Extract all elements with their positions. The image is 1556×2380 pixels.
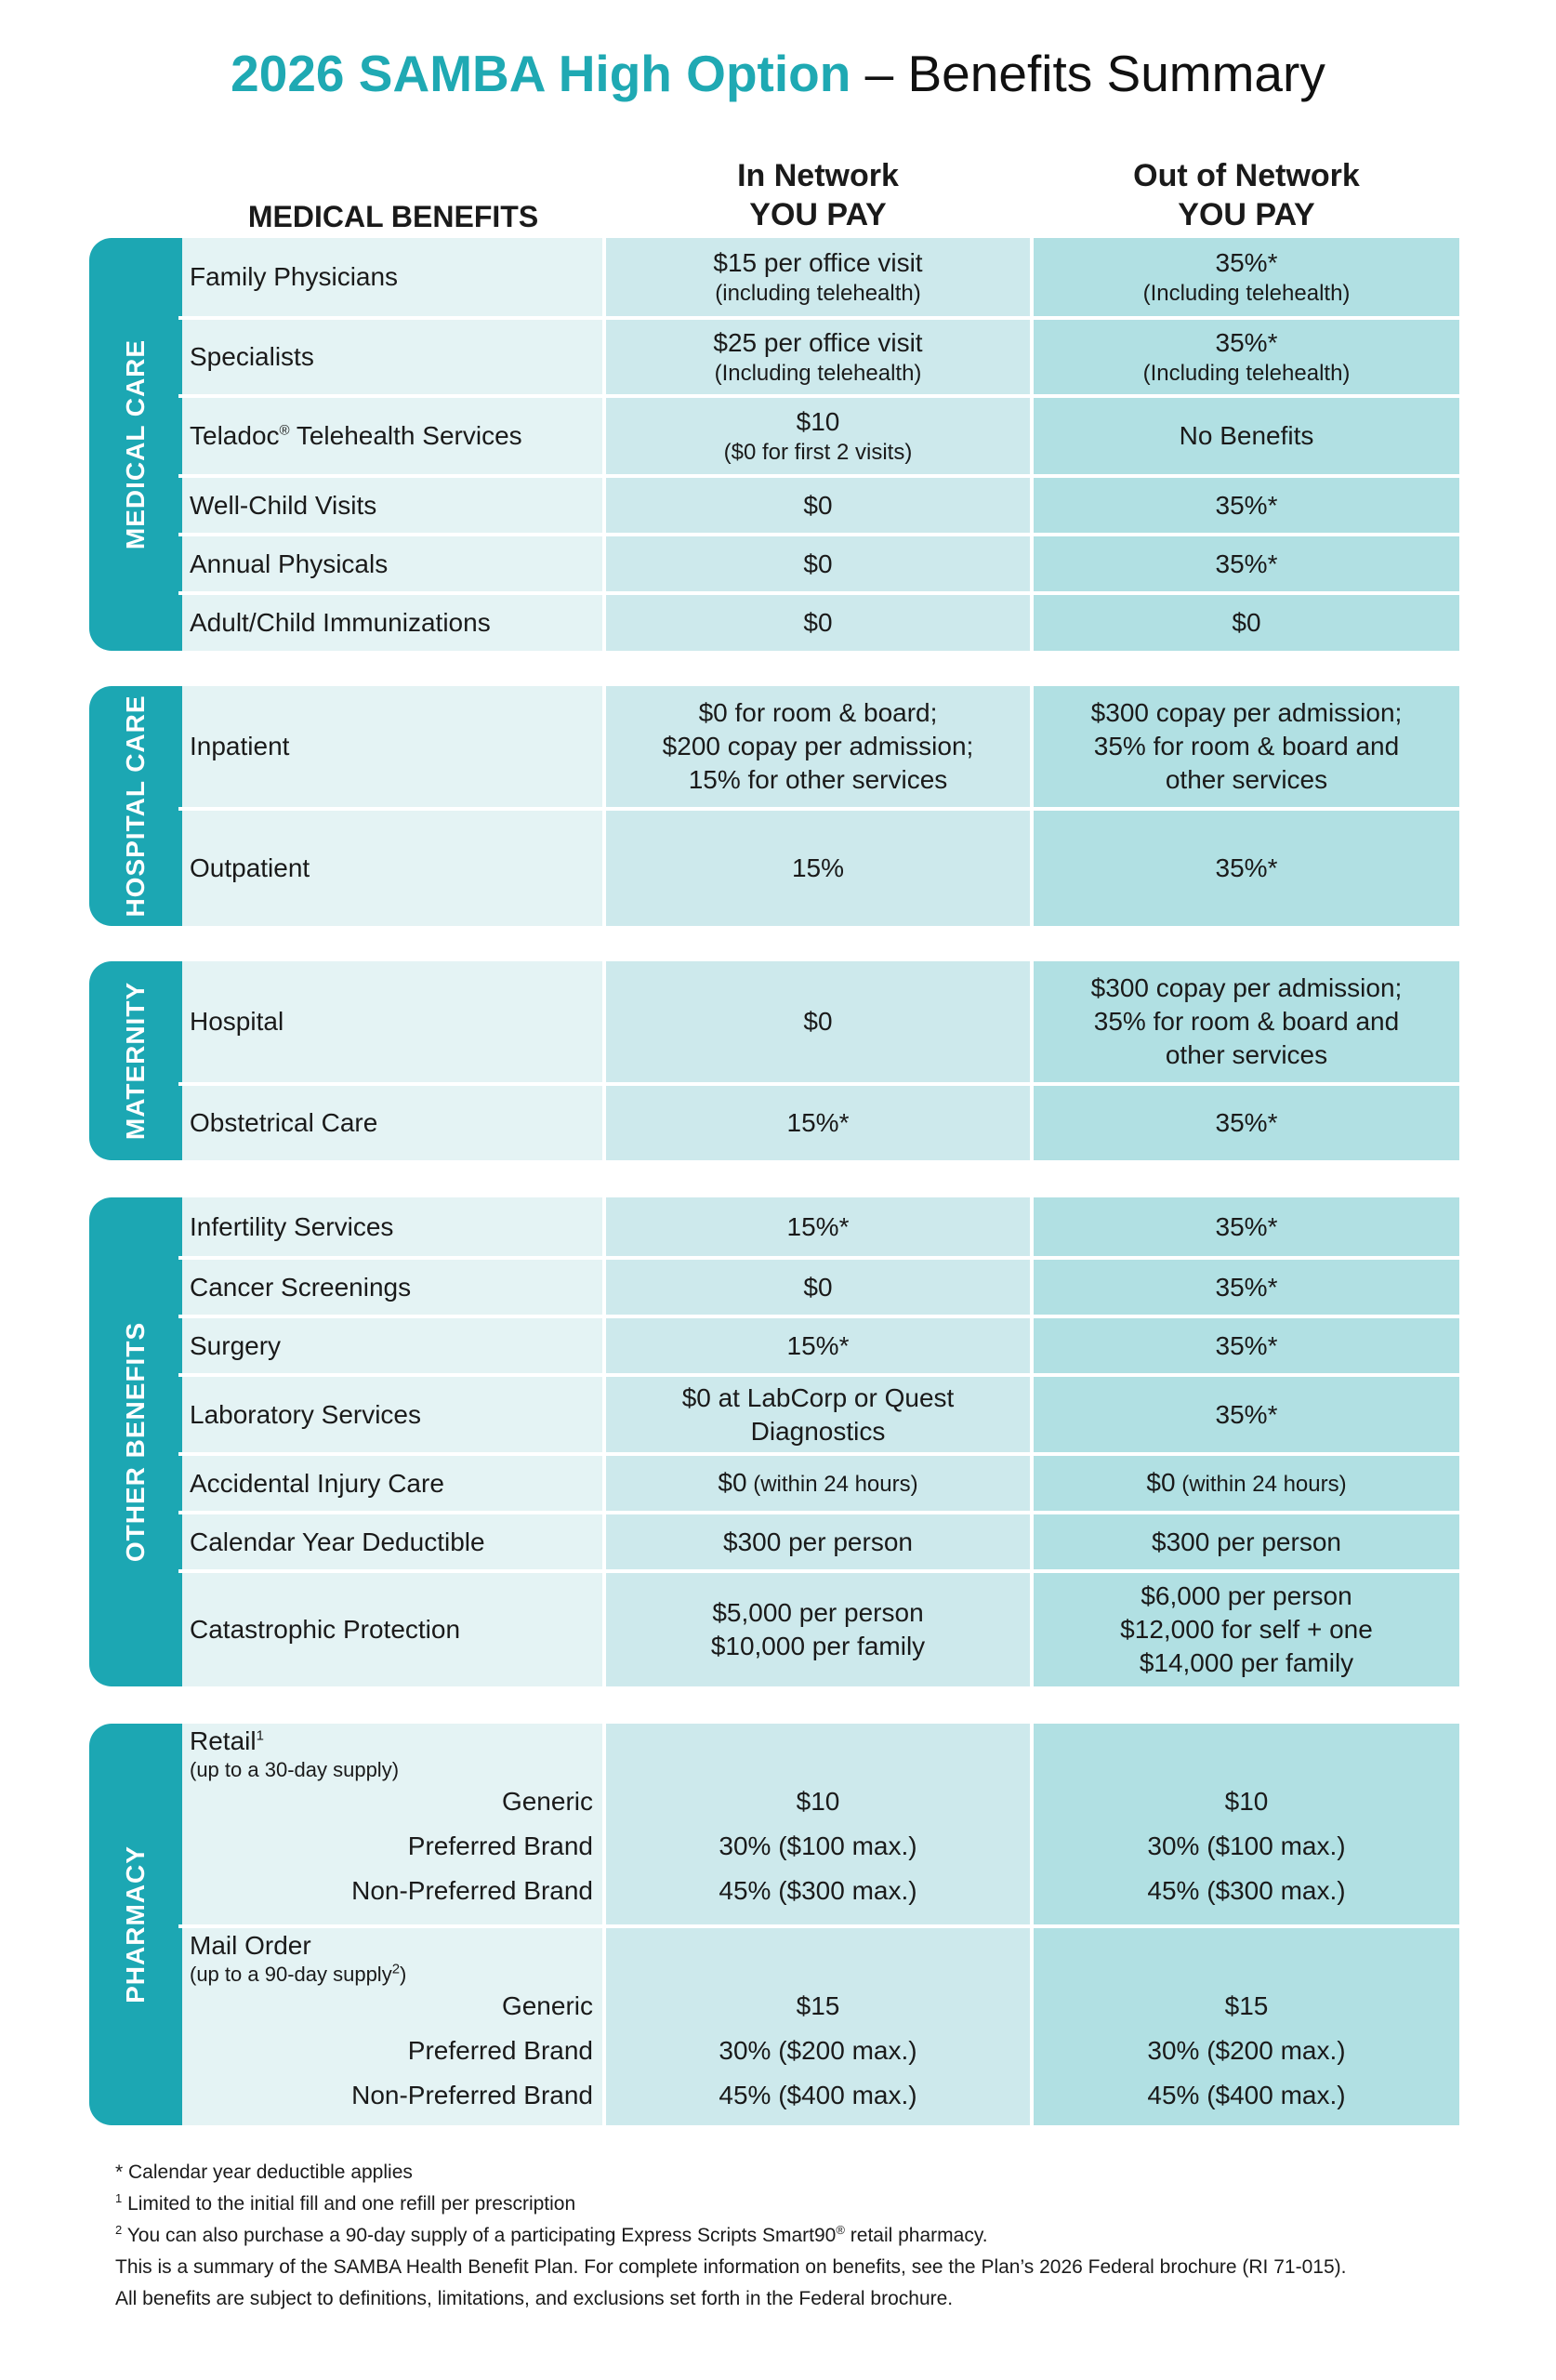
benefit-label: Hospital — [190, 1007, 284, 1036]
footnote-limitations: All benefits are subject to definitions, limitations, and exclusions set forth in the Federal brochure. — [115, 2288, 954, 2309]
benefit-label: Cancer Screenings — [190, 1272, 412, 1302]
title-brand: 2026 SAMBA High Option — [231, 45, 851, 102]
footnote-summary: This is a summary of the SAMBA Health Benefit Plan. For complete information on benefits, see the Plan’s 2026 Federal brochure (RI 71-015). — [115, 2256, 1347, 2278]
table-row: Surgery 15%* 35%* — [178, 1315, 1459, 1373]
benefit-label: Catastrophic Protection — [190, 1615, 461, 1644]
section-tab-medical-care: MEDICAL CARE — [89, 238, 182, 651]
table-row: Calendar Year Deductible $300 per person $300 per person — [178, 1511, 1459, 1569]
title-rest: – Benefits Summary — [851, 45, 1325, 102]
table-row: Well-Child Visits $0 35%* — [178, 474, 1459, 533]
table-row: Accidental Injury Care $0 (within 24 hours) $0 (within 24 hours) — [178, 1452, 1459, 1511]
benefit-label: Annual Physicals — [190, 549, 389, 578]
table-row: Obstetrical Care 15%* 35%* — [178, 1082, 1459, 1160]
benefit-label: Teladoc® Telehealth Services — [190, 421, 522, 450]
table-row: Annual Physicals $0 35%* — [178, 533, 1459, 591]
benefit-label: Accidental Injury Care — [190, 1468, 444, 1498]
table-row: Specialists $25 per office visit (Including telehealth) 35%* (Including telehealth) — [178, 316, 1459, 394]
medical-benefits-header: MEDICAL BENEFITS — [247, 200, 539, 233]
section-other-benefits — [89, 1197, 1459, 1686]
tier-label: Generic — [501, 1787, 593, 1816]
pharmacy-retail-group: Retail$^1$ (up to a 30-day supply) Generic Preferred Brand Non-Preferred Brand $10 30% ($100 max.) 45% ($300 max.) $10 30% ($100 max.) 45% ($300 max.) — [178, 1724, 1459, 1924]
benefit-label: Outpatient — [190, 853, 310, 882]
benefit-label: Infertility Services — [190, 1211, 394, 1241]
section-tab-other-benefits: OTHER BENEFITS — [89, 1197, 182, 1686]
tier-label: Preferred Brand — [407, 2036, 593, 2065]
benefit-label: Laboratory Services — [190, 1399, 422, 1429]
tier-label: Generic — [501, 1991, 593, 2020]
benefit-label: Obstetrical Care — [190, 1108, 378, 1137]
benefit-label: Family Physicians — [190, 262, 399, 291]
mail-order-label: Mail Order (up to a 90-day supply$^2$) — [190, 1931, 407, 1986]
out-network-header: Out of Network YOU PAY — [1133, 158, 1360, 232]
table-row: Inpatient $0 for room & board; $200 copay per admission; 15% for other services $300 copay per admission; 35% for room & board and other services — [190, 698, 1403, 794]
table-row: Teladoc® Telehealth Services $10 ($0 for first 2 visits) No Benefits — [178, 394, 1459, 474]
table-row: Outpatient 15% 35%* — [178, 807, 1459, 926]
footnote-2: $^2$ You can also purchase a 90-day supply of a participating Express Scripts Smart90® retail pharmacy. — [115, 2223, 988, 2246]
page-title — [0, 41, 1556, 106]
benefit-label: Surgery — [190, 1330, 282, 1360]
table-row: Adult/Child Immunizations $0 $0 — [178, 591, 1459, 651]
benefit-label: Calendar Year Deductible — [190, 1527, 485, 1556]
tier-label: Non-Preferred Brand — [351, 1876, 593, 1905]
table-row: Hospital $0 $300 copay per admission; 35% for room & board and other services — [190, 973, 1403, 1069]
section-hospital-care — [89, 686, 1459, 926]
benefit-label: Well-Child Visits — [190, 490, 377, 520]
section-tab-maternity: MATERNITY — [89, 961, 182, 1160]
footnote-1: $^1$ Limited to the initial fill and one refill per prescription — [115, 2191, 576, 2215]
benefit-label: Adult/Child Immunizations — [190, 608, 491, 637]
pharmacy-mail-group: Mail Order (up to a 90-day supply$^2$) Generic Preferred Brand Non-Preferred Brand $15 30% ($200 max.) 45% ($400 max.) $15 30% ($200 max.) 45% ($400 max.) — [178, 1924, 1459, 2125]
footnote-deductible: * Calendar year deductible applies — [115, 2162, 413, 2183]
tier-label: Non-Preferred Brand — [351, 2081, 593, 2109]
section-medical-care — [89, 238, 1459, 651]
tier-label: Preferred Brand — [407, 1831, 593, 1860]
table-row: Catastrophic Protection $5,000 per person $10,000 per family $6,000 per person $12,000 for self + one $14,000 per family — [178, 1569, 1459, 1686]
section-tab-pharmacy: PHARMACY — [89, 1724, 182, 2125]
benefit-label: Inpatient — [190, 732, 290, 760]
table-row: Family Physicians $15 per office visit (including telehealth) 35%* (Including telehealth) — [190, 248, 1351, 306]
in-network-header: In Network YOU PAY — [737, 158, 899, 232]
table-row: Infertility Services 15%* 35%* — [178, 1197, 1459, 1256]
table-row: Laboratory Services $0 at LabCorp or Quest Diagnostics 35%* — [178, 1373, 1459, 1452]
benefit-label: Specialists — [190, 342, 314, 371]
section-maternity — [89, 961, 1459, 1160]
section-pharmacy — [89, 1724, 1459, 2125]
retail-label: Retail$^1$ (up to a 30-day supply) — [190, 1726, 400, 1781]
table-row: Cancer Screenings $0 35%* — [178, 1256, 1459, 1315]
section-tab-hospital-care: HOSPITAL CARE — [89, 686, 182, 926]
